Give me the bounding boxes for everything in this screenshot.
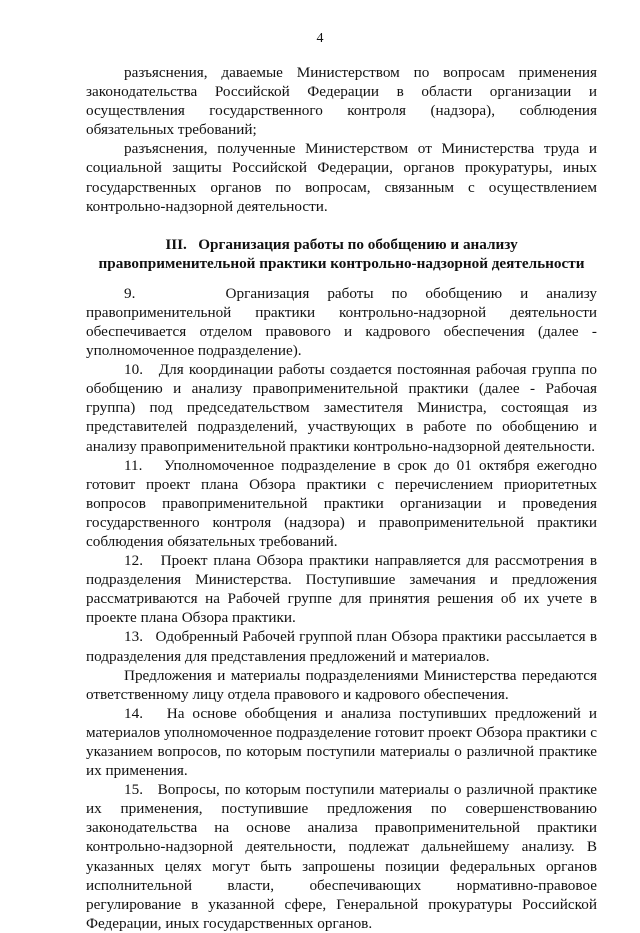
intro-paragraph-1: разъяснения, даваемые Министерством по вопросам применения законодательства Российской Федерации в области организации и осуществления государственного контроля (надзора), соблюдения обязательных требований; [86,64,601,139]
paragraph-12: 12. Проект плана Обзора практики направляется для рассмотрения в подразделения Министерства. Поступившие замечания и предложения рассматриваются на Рабочей группе для принятия решения об их учете в проекте плана Обзора практики. [86,552,601,627]
paragraph-11: 11. Уполномоченное подразделение в срок до 01 октября ежегодно готовит проект плана Обзора практики с перечислением приоритетных вопросов правоприменительной практики организации и проведения государственного контроля (надзора) и правоприменительной практики соблюдения обязательных требований. [86,456,601,550]
section-heading-line-1: III. Организация работы по обобщению и анализу [165,235,518,253]
paragraph-14: 14. На основе обобщения и анализа поступивших предложений и материалов уполномоченное подразделение готовит проект Обзора практики с указанием вопросов, по которым поступили материалы о различной практике их применения. [86,704,601,780]
document-body [86,63,601,933]
paragraph-9: 9. Организация работы по обобщению и анализу правоприменительной практики контрольно-надзорной деятельности обеспечивается отделом правового и кадрового обеспечения (далее - уполномоченное подразделение). [86,284,601,360]
paragraph-15: 15. Вопросы, по которым поступили материалы о различной практике их применения, поступившие предложения по совершенствованию законодательства на основе анализа правоприменительной практики контрольно-надзорной деятельности, подлежат дальнейшему анализу. В указанных целях могут быть запрошены позиции федеральных органов исполнительной власти, обеспечивающих нормативно-правовое регулирование в указанной сфере, Генеральной прокуратуры Российской Федерации, иных государственных органов. [86,781,601,932]
paragraph-13-continued: Предложения и материалы подразделениями Министерства передаются ответственному лицу отдела правового и кадрового обеспечения. [86,666,601,703]
page-number: 4 [316,31,324,46]
intro-paragraph-2: разъяснения, полученные Министерством от Министерства труда и социальной защиты Российской Федерации, органов прокуратуры, иных государственных органов по вопросам, связанным с осуществлением контрольно-надзорной деятельности. [86,140,601,215]
section-heading [86,235,597,273]
paragraph-10: 10. Для координации работы создается постоянная рабочая группа по обобщению и анализу правоприменительной практики (далее - Рабочая группа) под председательством заместителя Министра, состоящая из представителей подразделений, участвующих в работе по обобщению и анализу правоприменительной практики контрольно-надзорной деятельности. [86,361,601,455]
paragraph-13: 13. Одобренный Рабочей группой план Обзора практики рассылается в подразделения для представления предложений и материалов. [86,628,601,665]
section-heading-line-2: правоприменительной практики контрольно-надзорной деятельности [98,254,585,272]
